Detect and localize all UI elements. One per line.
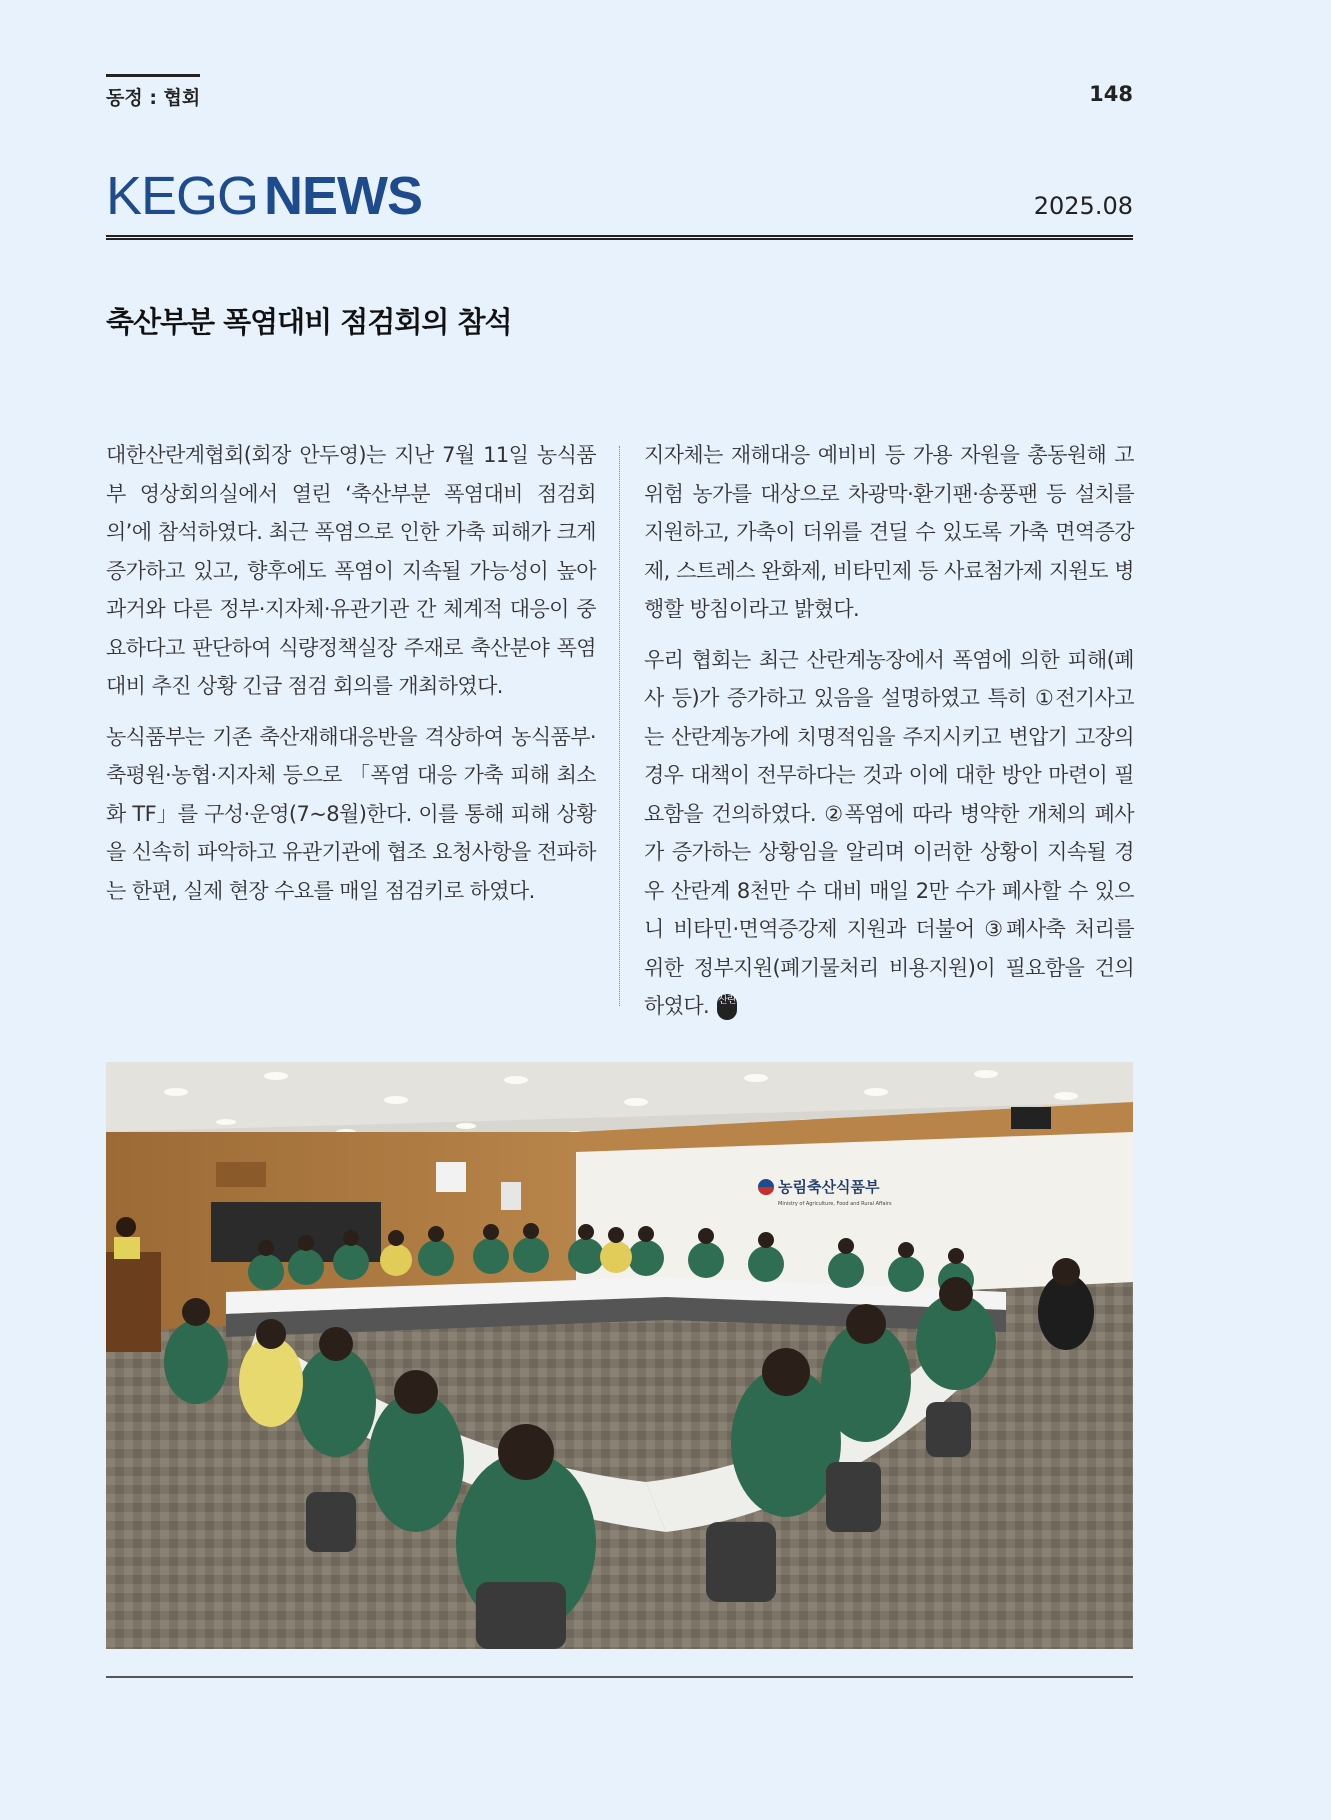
- paragraph-text: 우리 협회는 최근 산란계농장에서 폭염에 의한 피해(폐사 등)가 증가하고 있음을 설명하였고 특히 ①전기사고는 산란계농가에 치명적임을 주지시키고 변압기 고장의 경우 대책이 전무하다는 것과 이에 대한 방안 마련이 필요함을 건의하였다. ②폭염에 따라 병약한 개체의 폐사가 증가하는 상황임을 알리며 이러한 상황이 지속될 경우 산란계 8천만 수 대비 매일 2만 수가 폐사할 수 있으니 비타민·면역증강제 지원과 더불어 ③폐사축 처리를 위한 정부지원(폐기물처리 비용지원)이 필요함을 건의하였다.: [644, 647, 1134, 1018]
- sign-text: 농림축산식품부: [778, 1178, 880, 1196]
- brand-logo: [106, 168, 422, 224]
- meeting-room-illustration: [106, 1062, 1133, 1649]
- page-number: 148: [1089, 82, 1133, 106]
- column-divider: [619, 446, 620, 1006]
- paragraph: 농식품부는 기존 축산재해대응반을 격상하여 농식품부·축평원·농협·지자체 등으로 「폭염 대응 가축 피해 최소화 TF」를 구성·운영(7~8월)한다. 이를 통해 피해 상황을 신속히 파악하고 유관기관에 협조 요청사항을 전파하는 한편, 실제 현장 수요를 매일 점검키로 하였다.: [106, 724, 596, 903]
- brand-light: KEGG: [106, 166, 259, 226]
- masthead: [106, 168, 1133, 240]
- article-title: 축산부분 폭염대비 점검회의 참석: [106, 305, 512, 339]
- paragraph: [644, 641, 1134, 1026]
- section-tag: 동정 : 협회: [106, 74, 200, 110]
- paragraph: 대한산란계협회(회장 안두영)는 지난 7월 11일 농식품부 영상회의실에서 열린 ‘축산부분 폭염대비 점검회의’에 참석하였다. 최근 폭염으로 인한 가축 피해가 크게 증가하고 있고, 향후에도 폭염이 지속될 가능성이 높아 과거와 다른 정부·지자체·유관기관 간 체계적 대응이 중요하다고 판단하여 식량정책실장 주재로 축산분야 폭염 대비 추진 상황 긴급 점검 회의를 개최하였다.: [106, 443, 596, 698]
- left-column: [106, 436, 596, 922]
- right-column: [644, 436, 1134, 1038]
- meeting-photo: [106, 1062, 1133, 1649]
- bottom-rule: [106, 1676, 1133, 1678]
- paragraph: 지자체는 재해대응 예비비 등 가용 자원을 총동원해 고위험 농가를 대상으로 차광막·환기팬·송풍팬 등 설치를 지원하고, 가축이 더위를 견딜 수 있도록 가축 면역증강제, 스트레스 완화제, 비타민제 등 사료첨가제 지원도 병행할 방침이라고 밝혔다.: [644, 443, 1134, 621]
- issue-date: 2025.08: [1033, 192, 1133, 220]
- brand-bold: NEWS: [264, 166, 423, 226]
- sign-subtext: Ministry of Agriculture, Food and Rural Affairs: [778, 1201, 892, 1207]
- end-mark-icon: 산란: [717, 994, 737, 1020]
